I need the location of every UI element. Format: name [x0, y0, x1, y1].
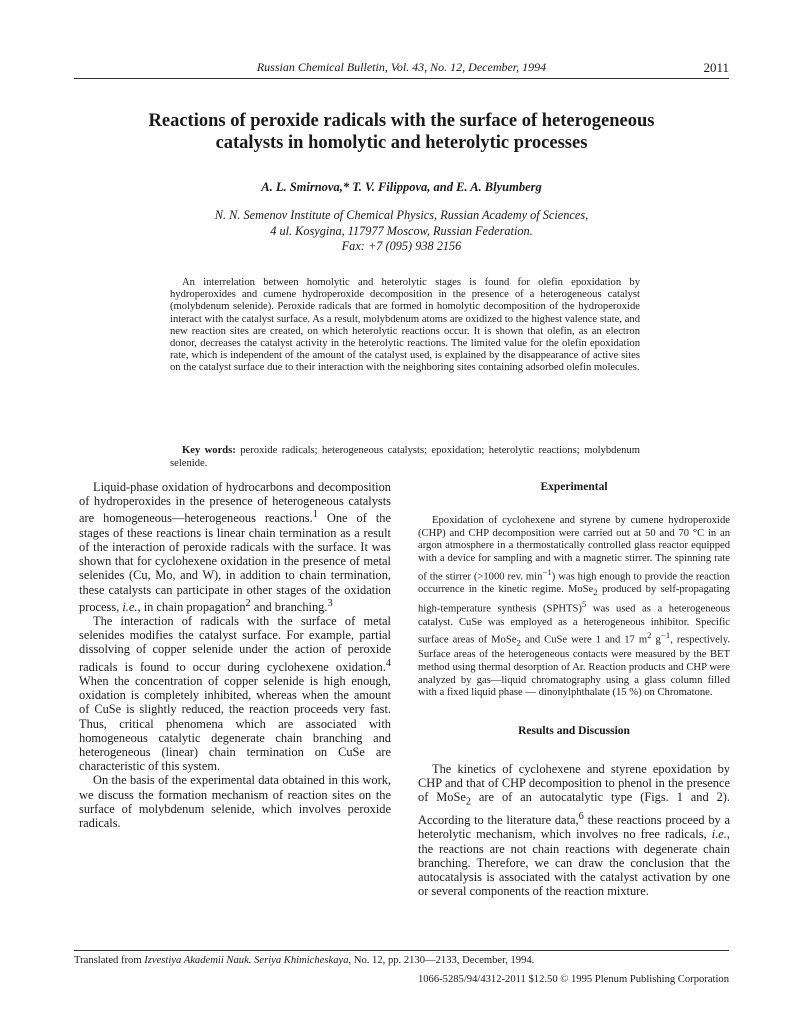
right-column — [418, 480, 730, 898]
affiliation — [74, 208, 729, 255]
text-run: The interaction of radicals with the surface of metal selenides modifies the catalyst surface. For example, partial dissolving of copper selenide under the action of peroxide radicals is found to occur during cyclohexene oxidation. — [79, 614, 391, 674]
text-run: , respectively. Surface areas of the heterogeneous contacts were measured by the BET method using thermal desorption of Ar. Reaction products and CHP were analyzed by gas—liquid chromatography using a glass column filled with a fixed liquid phase — dinonylphthalate (15 %) on Chromatone. — [418, 634, 730, 699]
subscript: 2 — [593, 586, 598, 597]
page-number: 2011 — [703, 60, 729, 75]
subscript: 2 — [465, 796, 472, 808]
reference-2: 2 — [245, 597, 251, 609]
text-run: these reactions proceed by a heterolytic mechanism, which involves no free radicals, — [418, 813, 730, 842]
text-run: One of the stages of these reactions is linear chain termination as a result of the interaction of peroxide radicals with the surface. It was shown that for cyclohexene oxidation in the presence of metal selenides (Cu, Mo, and W), in addition to chain termination, these catalysts can participate in other stages of the oxidation process, — [79, 511, 391, 614]
text-run: When the concentration of copper selenide is high enough, oxidation is completely inhibited, whereas when the amount of CuSe is slightly reduced, the reaction proceeds very fast. Thus, critical phenomena which are associated with homogeneous catalytic degenerate chain branching and heterogeneous (linear) chain termination on CuSe are characteristic of this system. — [79, 674, 391, 774]
source-journal: Izvestiya Akademii Nauk. Seriya Khimicheskaya, — [144, 955, 352, 966]
footer-rule — [74, 950, 729, 951]
intro-paragraph-3: On the basis of the experimental data obtained in this work, we discuss the formation mechanism of reaction sites on the surface of molybdenum selenide, which involves peroxide radicals. — [79, 773, 391, 831]
reference-3: 3 — [327, 597, 333, 609]
abstract: An interrelation between homolytic and heterolytic stages is found for olefin epoxidation by hydroperoxides and cumene hydroperoxide decomposition in the presence of a heterogeneous catalyst (molybdenum selenide). Peroxide radicals that are formed in homolytic decomposition of the hydroperoxide interact with the catalyst surface. As a result, molybdenum atoms are oxidized to the highest valence state, and new reaction sites are created, on which heterolytic reactions occur. It is shown that olefin, as an electron donor, decreases the catalyst activity in the heterolytic reactions. The limited value for the olefin epoxidation rate, which is independent of the amount of the catalyst used, is explained by the disappearance of active sites on the catalyst surface due to their interaction with the neighboring sites containing adsorbed olefin molecules. — [170, 277, 640, 374]
affiliation-line-1: N. N. Semenov Institute of Chemical Physics, Russian Academy of Sciences, — [214, 208, 589, 222]
affiliation-fax: Fax: +7 (095) 938 2156 — [341, 239, 462, 254]
author-conjunction: and — [433, 180, 453, 194]
intro-paragraph-2 — [79, 614, 391, 773]
text-run: i.e. — [711, 827, 727, 842]
copyright-line: 1066-5285/94/4312-2011 $12.50 © 1995 Plenum Publishing Corporation — [417, 974, 729, 985]
superscript: −1 — [660, 630, 671, 641]
running-header — [74, 60, 729, 75]
author-1: A. L. Smirnova,* — [261, 180, 350, 194]
text-run: The kinetics of cyclohexene and styrene epoxidation by CHP and that of CHP decomposition to phenol in the presence of MoSe — [418, 761, 730, 805]
experimental-heading: Experimental — [540, 481, 608, 493]
text-run: Epoxidation of cyclohexene and styrene by cumene hydroperoxide (CHP) and CHP decomposition were carried out at 50 and 70 °C in an argon atmosphere in a thermostatically controlled glass reactor equipped with a device for sampling and with a magnetic stirrer. The spinning rate of the stirrer (>1000 rev. min — [418, 515, 730, 583]
left-column — [79, 480, 391, 830]
intro-paragraph-1 — [79, 480, 391, 614]
keywords-label: Key words: — [182, 445, 236, 456]
experimental-paragraph — [418, 515, 730, 700]
text-run: and CuSe were 1 and 17 m — [520, 634, 648, 646]
title-line-1: Reactions of peroxide radicals with the surface of heterogeneous — [148, 111, 655, 131]
text-run: , the reactions are not chain reactions with degenerate chain branching. Therefore, we can draw the conclusion that the autocatalysis is associated with the catalyst activation by one or several components of the reaction mixture. — [418, 827, 730, 899]
header-rule — [74, 78, 729, 79]
author-2: T. V. Filippova, — [352, 180, 431, 194]
text-run: was used as a heterogeneous catalyst. CuSe was employed as a heterogeneous inhibitor. Specific surface areas of MoSe — [418, 603, 730, 646]
text-run: g — [651, 634, 661, 646]
results-paragraph — [418, 762, 730, 898]
article-title — [74, 110, 729, 154]
affiliation-line-2: 4 ul. Kosygina, 117977 Moscow, Russian Federation. — [270, 223, 533, 238]
reference-6: 6 — [578, 811, 584, 823]
text-run: i.e. — [122, 599, 138, 614]
source-details: No. 12, pp. 2130—2133, December, 1994. — [353, 955, 535, 966]
reference-4: 4 — [385, 657, 391, 669]
keywords-text: peroxide radicals; heterogeneous catalysts; epoxidation; heterolytic reactions; molybdenum selenide. — [170, 445, 640, 469]
results-heading: Results and Discussion — [518, 724, 630, 737]
reference-5: 5 — [581, 599, 587, 610]
text-run: are of an autocatalytic type (Figs. 1 and 2). According to the literature data, — [418, 790, 731, 828]
subscript: 2 — [516, 637, 521, 648]
reference-1: 1 — [312, 509, 318, 521]
keywords — [170, 445, 640, 470]
author-3: E. A. Blyumberg — [456, 180, 542, 194]
journal-citation: Russian Chemical Bulletin, Vol. 43, No. 12, December, 1994 — [256, 60, 547, 74]
author-list — [74, 179, 729, 195]
text-run: produced by self-propagating high-temperature synthesis (SPHTS) — [418, 583, 730, 615]
text-run: Liquid-phase oxidation of hydrocarbons and decomposition of hydroperoxides in the presence of heterogeneous catalysts are homogeneous—heterogeneous reactions. — [79, 480, 391, 526]
superscript: −1 — [542, 566, 552, 577]
text-run: ) was high enough to provide the reaction occurrence in the kinetic regime. MoSe — [418, 571, 730, 595]
title-line-2: catalysts in homolytic and heterolytic processes — [215, 133, 588, 153]
text-run: , in chain propagation — [137, 599, 246, 614]
superscript: 2 — [647, 630, 652, 641]
translation-footnote — [74, 954, 729, 967]
footnote-prefix: Translated from — [74, 955, 142, 966]
text-run: and branching. — [250, 599, 328, 614]
